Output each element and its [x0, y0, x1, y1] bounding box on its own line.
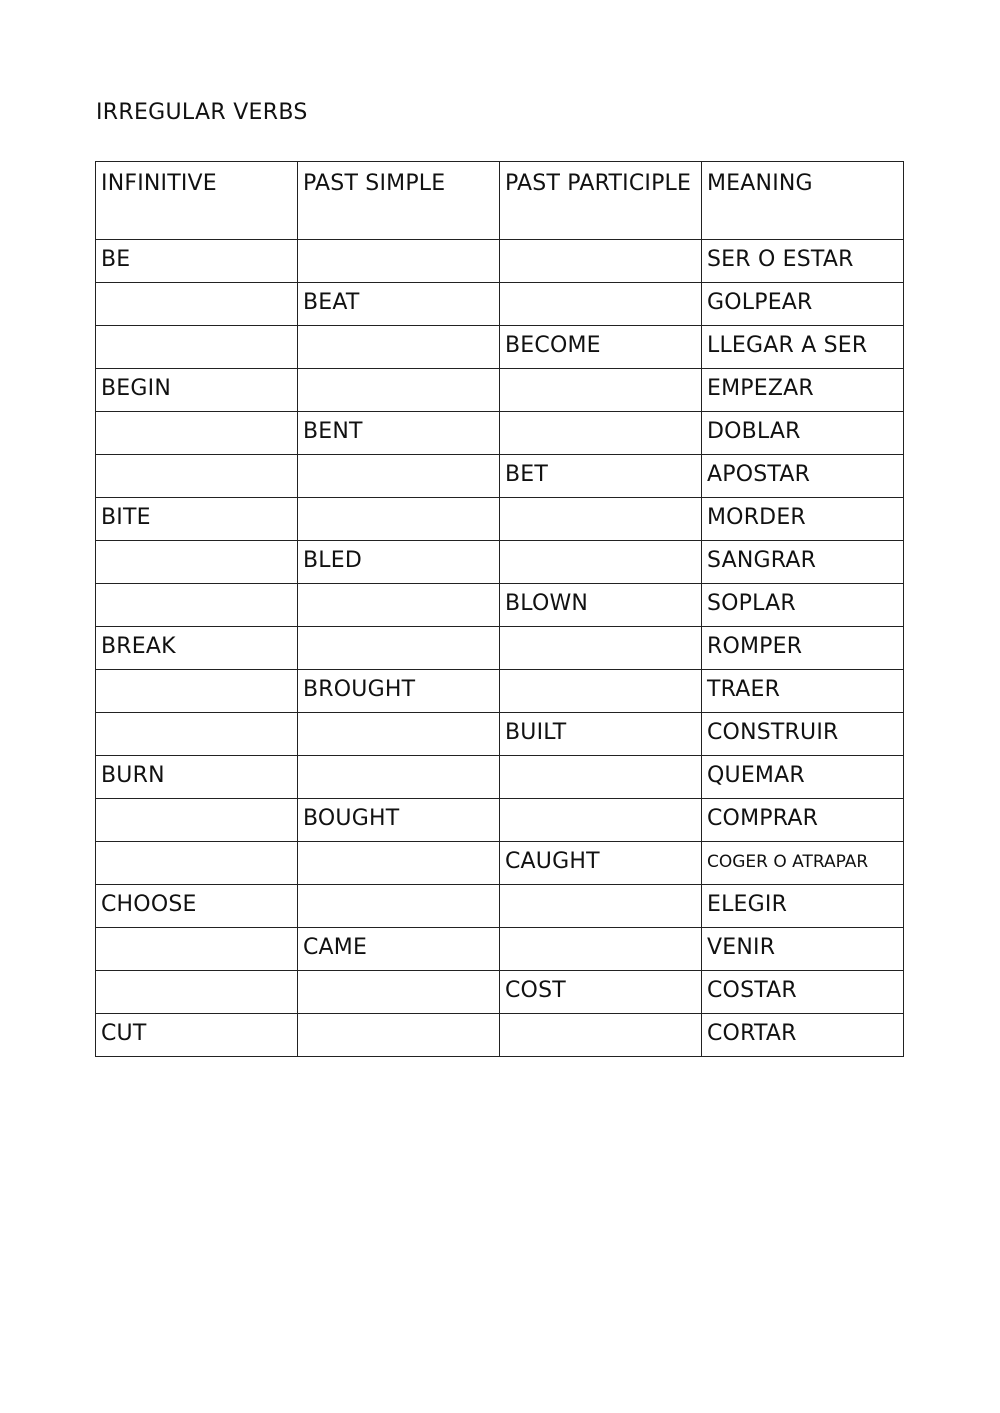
cell-past-participle [500, 627, 702, 670]
cell-meaning: SANGRAR [702, 541, 904, 584]
cell-infinitive [96, 412, 298, 455]
cell-meaning: DOBLAR [702, 412, 904, 455]
table-row [96, 584, 904, 627]
table-row [96, 842, 904, 885]
cell-infinitive [96, 799, 298, 842]
table-row [96, 928, 904, 971]
cell-infinitive: BURN [96, 756, 298, 799]
cell-past-simple [298, 455, 500, 498]
cell-infinitive [96, 971, 298, 1014]
cell-meaning: VENIR [702, 928, 904, 971]
cell-meaning: CONSTRUIR [702, 713, 904, 756]
cell-meaning: EMPEZAR [702, 369, 904, 412]
cell-meaning: ELEGIR [702, 885, 904, 928]
cell-meaning: TRAER [702, 670, 904, 713]
cell-infinitive: CHOOSE [96, 885, 298, 928]
table-row [96, 756, 904, 799]
cell-past-simple [298, 240, 500, 283]
table-body [96, 162, 904, 1057]
cell-meaning: GOLPEAR [702, 283, 904, 326]
cell-past-simple: BENT [298, 412, 500, 455]
cell-past-participle [500, 1014, 702, 1057]
header-past-simple: PAST SIMPLE [298, 162, 500, 240]
table-row [96, 1014, 904, 1057]
cell-infinitive: BITE [96, 498, 298, 541]
cell-past-participle [500, 541, 702, 584]
cell-past-participle: BUILT [500, 713, 702, 756]
table-row [96, 326, 904, 369]
cell-past-simple: BROUGHT [298, 670, 500, 713]
cell-meaning: LLEGAR A SER [702, 326, 904, 369]
cell-infinitive [96, 842, 298, 885]
cell-meaning: APOSTAR [702, 455, 904, 498]
cell-meaning: COMPRAR [702, 799, 904, 842]
cell-infinitive: BEGIN [96, 369, 298, 412]
cell-past-participle: CAUGHT [500, 842, 702, 885]
cell-infinitive [96, 584, 298, 627]
table-row [96, 455, 904, 498]
table-header-row [96, 162, 904, 240]
page-title: IRREGULAR VERBS [96, 100, 308, 125]
cell-past-participle: BECOME [500, 326, 702, 369]
cell-past-simple [298, 885, 500, 928]
cell-infinitive [96, 670, 298, 713]
table-row [96, 799, 904, 842]
cell-past-simple [298, 713, 500, 756]
cell-meaning: SER O ESTAR [702, 240, 904, 283]
cell-infinitive [96, 713, 298, 756]
cell-past-participle [500, 240, 702, 283]
header-meaning: MEANING [702, 162, 904, 240]
cell-past-simple [298, 971, 500, 1014]
cell-past-simple [298, 369, 500, 412]
cell-meaning: COGER O ATRAPAR [702, 842, 904, 885]
cell-past-participle [500, 928, 702, 971]
cell-past-participle [500, 799, 702, 842]
table-row [96, 240, 904, 283]
cell-past-simple: CAME [298, 928, 500, 971]
cell-past-participle [500, 670, 702, 713]
cell-past-simple: BLED [298, 541, 500, 584]
cell-past-simple [298, 627, 500, 670]
table-row [96, 713, 904, 756]
table-row [96, 971, 904, 1014]
cell-past-participle [500, 756, 702, 799]
cell-infinitive [96, 541, 298, 584]
table-row [96, 627, 904, 670]
cell-infinitive [96, 283, 298, 326]
cell-past-simple [298, 584, 500, 627]
cell-past-simple [298, 1014, 500, 1057]
cell-past-participle [500, 885, 702, 928]
cell-past-participle: COST [500, 971, 702, 1014]
cell-infinitive: BREAK [96, 627, 298, 670]
cell-meaning: QUEMAR [702, 756, 904, 799]
cell-meaning: COSTAR [702, 971, 904, 1014]
table-row [96, 369, 904, 412]
table-row [96, 498, 904, 541]
cell-past-simple: BOUGHT [298, 799, 500, 842]
cell-past-participle: BLOWN [500, 584, 702, 627]
cell-meaning: CORTAR [702, 1014, 904, 1057]
cell-past-participle [500, 283, 702, 326]
cell-meaning: MORDER [702, 498, 904, 541]
cell-past-simple [298, 498, 500, 541]
table-row [96, 670, 904, 713]
cell-past-simple [298, 842, 500, 885]
table-row [96, 541, 904, 584]
cell-past-participle: BET [500, 455, 702, 498]
cell-infinitive [96, 326, 298, 369]
cell-infinitive: BE [96, 240, 298, 283]
cell-past-participle [500, 369, 702, 412]
irregular-verbs-table [95, 161, 904, 1057]
header-past-participle: PAST PARTICIPLE [500, 162, 702, 240]
cell-meaning: SOPLAR [702, 584, 904, 627]
table-row [96, 283, 904, 326]
cell-meaning: ROMPER [702, 627, 904, 670]
cell-infinitive [96, 455, 298, 498]
cell-past-simple [298, 326, 500, 369]
cell-past-participle [500, 498, 702, 541]
cell-past-simple [298, 756, 500, 799]
table-row [96, 885, 904, 928]
header-infinitive: INFINITIVE [96, 162, 298, 240]
cell-infinitive: CUT [96, 1014, 298, 1057]
table-row [96, 412, 904, 455]
cell-infinitive [96, 928, 298, 971]
cell-past-participle [500, 412, 702, 455]
cell-past-simple: BEAT [298, 283, 500, 326]
